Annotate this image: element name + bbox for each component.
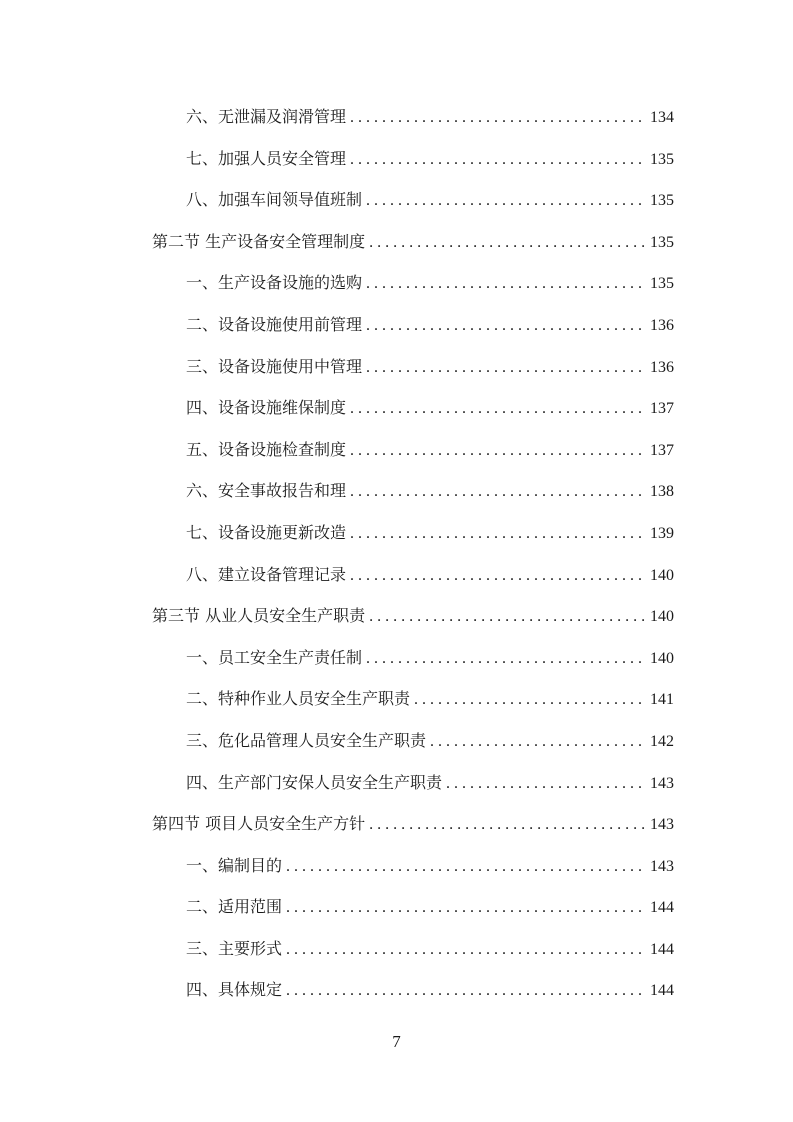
table-of-contents (152, 96, 674, 1011)
toc-entry-label: 六、安全事故报告和理 (186, 481, 347, 501)
toc-entry-label: 第四节 项目人员安全生产方针 (152, 814, 366, 834)
toc-dot-leader (446, 763, 646, 805)
toc-entry[interactable] (152, 387, 674, 429)
toc-entry-page: 135 (650, 150, 674, 168)
toc-entry-label: 七、设备设施更新改造 (186, 522, 347, 542)
toc-entry-label: 一、员工安全生产责任制 (186, 647, 363, 667)
toc-entry-label: 二、适用范围 (186, 897, 283, 917)
toc-entry-label: 八、建立设备管理记录 (186, 564, 347, 584)
toc-entry[interactable] (152, 304, 674, 346)
page-number: 7 (392, 1032, 401, 1051)
toc-entry[interactable] (152, 720, 674, 762)
toc-dot-leader (414, 679, 646, 721)
toc-entry-page: 140 (650, 566, 674, 584)
toc-dot-leader (350, 513, 646, 555)
toc-dot-leader (350, 139, 646, 181)
toc-entry[interactable] (152, 678, 674, 720)
toc-dot-leader (369, 222, 646, 264)
toc-entry-page: 134 (650, 109, 674, 126)
toc-entry-page: 137 (650, 400, 674, 418)
toc-entry-page: 143 (650, 857, 674, 875)
toc-entry-page: 144 (650, 940, 674, 958)
toc-entry-label: 四、具体规定 (186, 980, 283, 1000)
toc-entry-page: 135 (650, 233, 674, 251)
toc-entry-label: 七、加强人员安全管理 (186, 148, 347, 168)
toc-entry-page: 143 (650, 774, 674, 792)
toc-dot-leader (350, 430, 646, 472)
toc-entry-page: 142 (650, 732, 674, 750)
toc-dot-leader (366, 638, 646, 680)
toc-entry[interactable] (152, 262, 674, 304)
toc-dot-leader (286, 929, 646, 971)
toc-entry-label: 六、无泄漏及润滑管理 (186, 107, 347, 126)
toc-entry-page: 136 (650, 316, 674, 334)
toc-dot-leader (369, 804, 646, 846)
toc-dot-leader (286, 887, 646, 929)
toc-dot-leader (350, 388, 646, 430)
toc-entry[interactable] (152, 928, 674, 970)
toc-entry-page: 140 (650, 649, 674, 667)
toc-entry-label: 二、设备设施使用前管理 (186, 314, 363, 334)
toc-entry[interactable] (152, 762, 674, 804)
toc-section-entry[interactable] (152, 595, 674, 637)
toc-entry-label: 一、编制目的 (186, 855, 283, 875)
toc-entry-page: 135 (650, 275, 674, 293)
toc-entry-label: 三、主要形式 (186, 938, 283, 958)
toc-entry-label: 三、危化品管理人员安全生产职责 (186, 730, 427, 750)
toc-entry-page: 138 (650, 483, 674, 501)
toc-entry-page: 140 (650, 608, 674, 626)
toc-entry-page: 136 (650, 358, 674, 376)
toc-dot-leader (366, 180, 646, 222)
toc-entry[interactable] (152, 845, 674, 887)
toc-entry-page: 143 (650, 816, 674, 834)
toc-dot-leader (430, 721, 646, 763)
toc-entry-label: 第三节 从业人员安全生产职责 (152, 606, 366, 626)
toc-entry[interactable] (152, 138, 674, 180)
toc-dot-leader (350, 471, 646, 513)
toc-entry[interactable] (152, 886, 674, 928)
toc-entry[interactable] (152, 470, 674, 512)
toc-entry-page: 144 (650, 982, 674, 1000)
toc-entry[interactable] (152, 969, 674, 1011)
toc-dot-leader (350, 555, 646, 597)
toc-entry[interactable] (152, 179, 674, 221)
toc-entry[interactable] (152, 512, 674, 554)
toc-entry-label: 八、加强车间领导值班制 (186, 190, 363, 210)
toc-entry-page: 137 (650, 441, 674, 459)
toc-entry[interactable] (152, 96, 674, 138)
toc-dot-leader (366, 305, 646, 347)
toc-dot-leader (369, 596, 646, 638)
toc-section-entry[interactable] (152, 221, 674, 263)
toc-entry-label: 二、特种作业人员安全生产职责 (186, 689, 411, 709)
toc-entry-label: 四、生产部门安保人员安全生产职责 (186, 772, 443, 792)
toc-section-entry[interactable] (152, 803, 674, 845)
toc-dot-leader (286, 970, 646, 1012)
toc-entry-label: 第二节 生产设备安全管理制度 (152, 231, 366, 251)
toc-entry[interactable] (152, 637, 674, 679)
toc-entry-page: 141 (650, 691, 674, 709)
toc-dot-leader (286, 846, 646, 888)
toc-entry[interactable] (152, 429, 674, 471)
toc-entry-page: 135 (650, 192, 674, 210)
toc-entry-label: 四、设备设施维保制度 (186, 398, 347, 418)
toc-entry-page: 144 (650, 899, 674, 917)
toc-dot-leader (366, 263, 646, 305)
toc-entry-label: 三、设备设施使用中管理 (186, 356, 363, 376)
toc-dot-leader (366, 347, 646, 389)
toc-entry[interactable] (152, 346, 674, 388)
toc-entry-label: 五、设备设施检查制度 (186, 439, 347, 459)
toc-dot-leader (350, 97, 646, 139)
toc-entry-page: 139 (650, 524, 674, 542)
toc-entry-label: 一、生产设备设施的选购 (186, 273, 363, 293)
toc-entry[interactable] (152, 554, 674, 596)
